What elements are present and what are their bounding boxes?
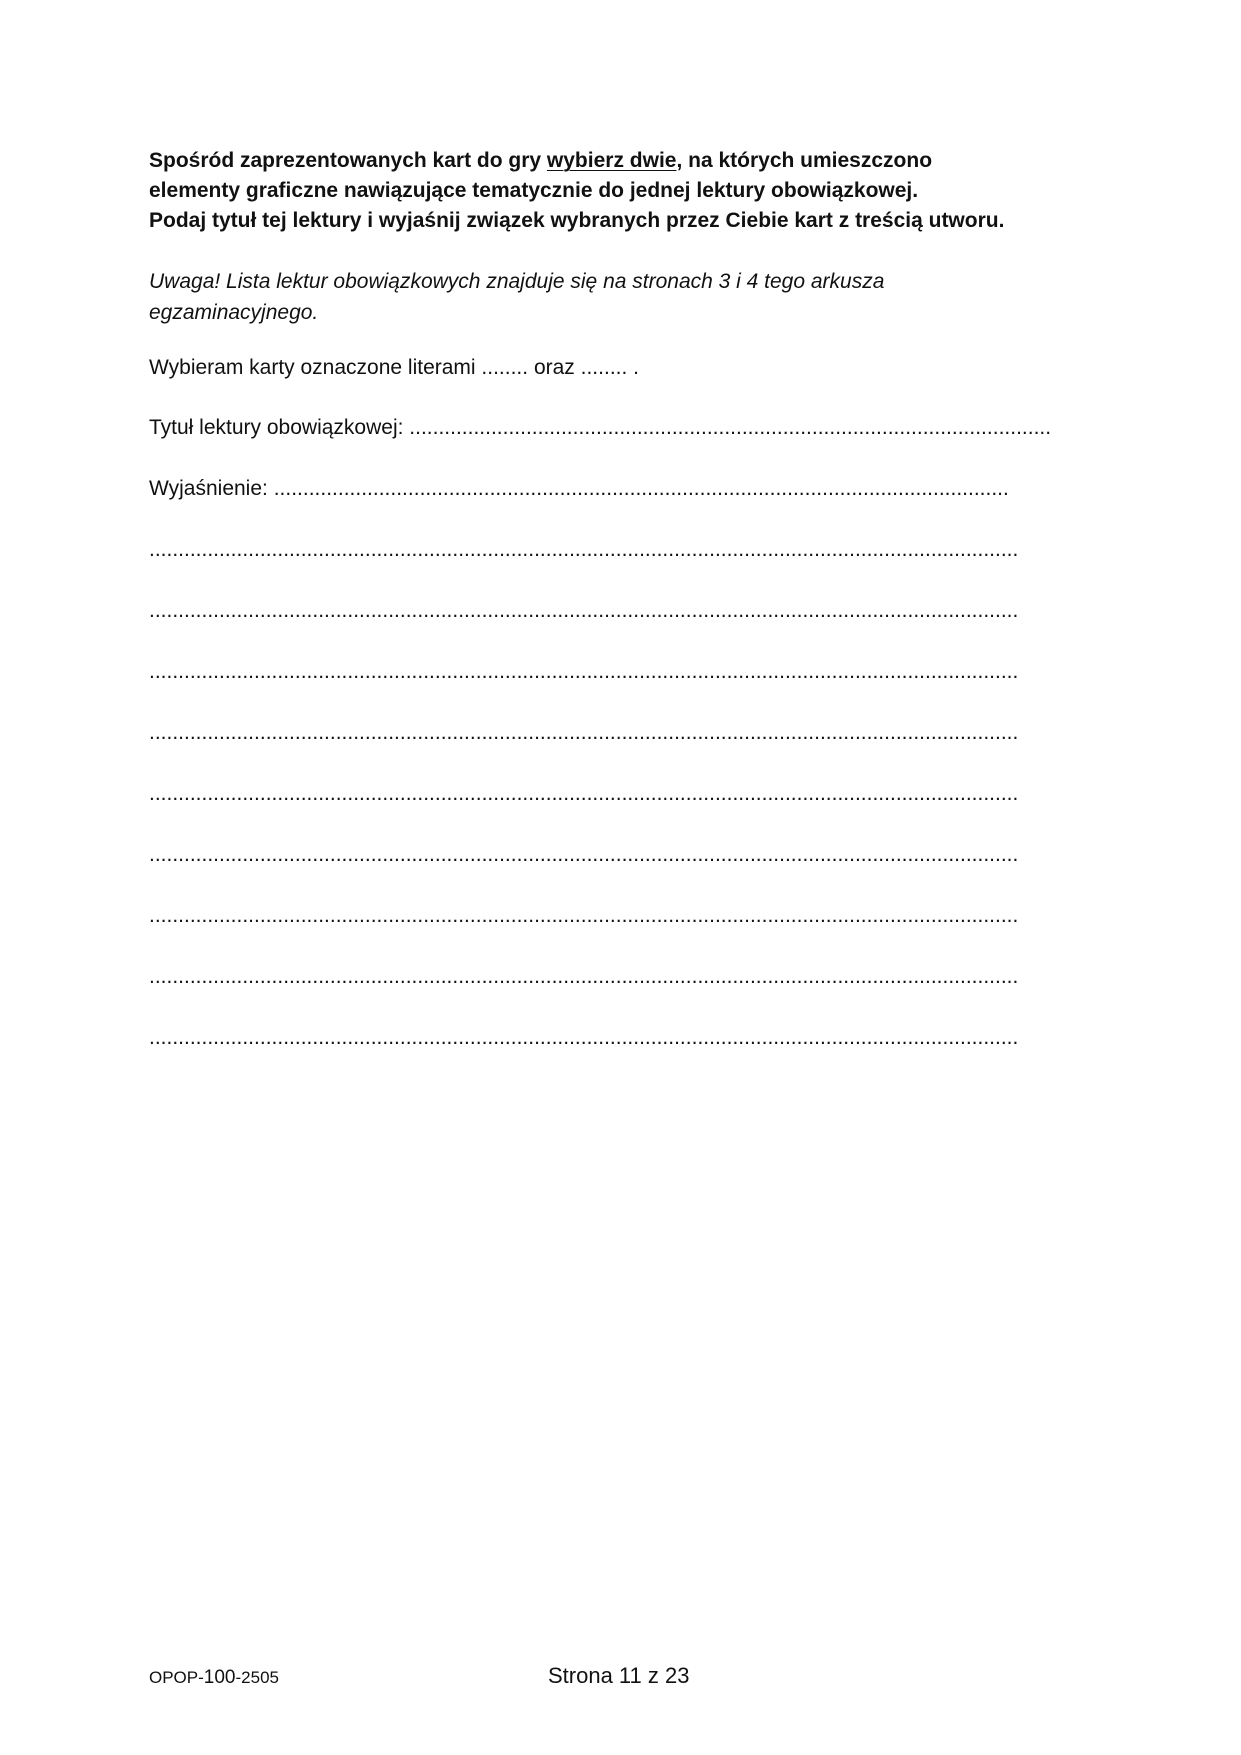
title-blank[interactable]: .............................................................................................................. xyxy=(409,416,1052,439)
task-line-3: Podaj tytuł tej lektury i wyjaśnij związek wybranych przez Ciebie kart z treścią utworu. xyxy=(149,209,1005,232)
answer-line[interactable]: ..................................................................................................................................................... xyxy=(149,1026,1019,1049)
title-label: Tytuł lektury obowiązkowej: xyxy=(149,416,410,439)
explanation-blank[interactable]: .............................................................................................................................. xyxy=(273,477,1009,500)
answer-line[interactable]: ..................................................................................................................................................... xyxy=(149,782,1019,805)
task-instruction xyxy=(149,146,1099,236)
answer-line[interactable]: ..................................................................................................................................................... xyxy=(149,904,1019,927)
page-number: Strona 11 z 23 xyxy=(548,1663,690,1688)
note-line-1: Uwaga! Lista lektur obowiązkowych znajduje się na stronach 3 i 4 tego arkusza xyxy=(149,270,885,293)
explanation-line[interactable] xyxy=(149,474,1099,504)
exam-code: OPOP-100-2505 xyxy=(149,1667,279,1688)
underlined-phrase: wybierz dwie xyxy=(546,149,677,172)
explanation-label: Wyjaśnienie: xyxy=(149,477,274,500)
task-line-1: Spośród zaprezentowanych kart do gry wybierz dwie, na których umieszczono xyxy=(149,149,933,172)
task-line-2: elementy graficzne nawiązujące tematycznie do jednej lektury obowiązkowej. xyxy=(149,179,919,202)
answer-line[interactable]: ..................................................................................................................................................... xyxy=(149,538,1019,561)
card-blank-2[interactable]: ........ xyxy=(580,356,628,379)
title-answer-line[interactable] xyxy=(149,413,1099,443)
cards-answer-line[interactable]: Wybieram karty oznaczone literami ........ oraz ........ . xyxy=(149,356,639,379)
answer-line[interactable]: ..................................................................................................................................................... xyxy=(149,660,1019,683)
answer-line[interactable]: ..................................................................................................................................................... xyxy=(149,599,1019,622)
answer-line[interactable]: ..................................................................................................................................................... xyxy=(149,843,1019,866)
note-line-2: egzaminacyjnego. xyxy=(149,301,319,324)
answer-line[interactable]: ..................................................................................................................................................... xyxy=(149,965,1019,988)
note xyxy=(149,266,1099,328)
card-blank-1[interactable]: ........ xyxy=(481,356,529,379)
answer-line[interactable]: ..................................................................................................................................................... xyxy=(149,721,1019,744)
